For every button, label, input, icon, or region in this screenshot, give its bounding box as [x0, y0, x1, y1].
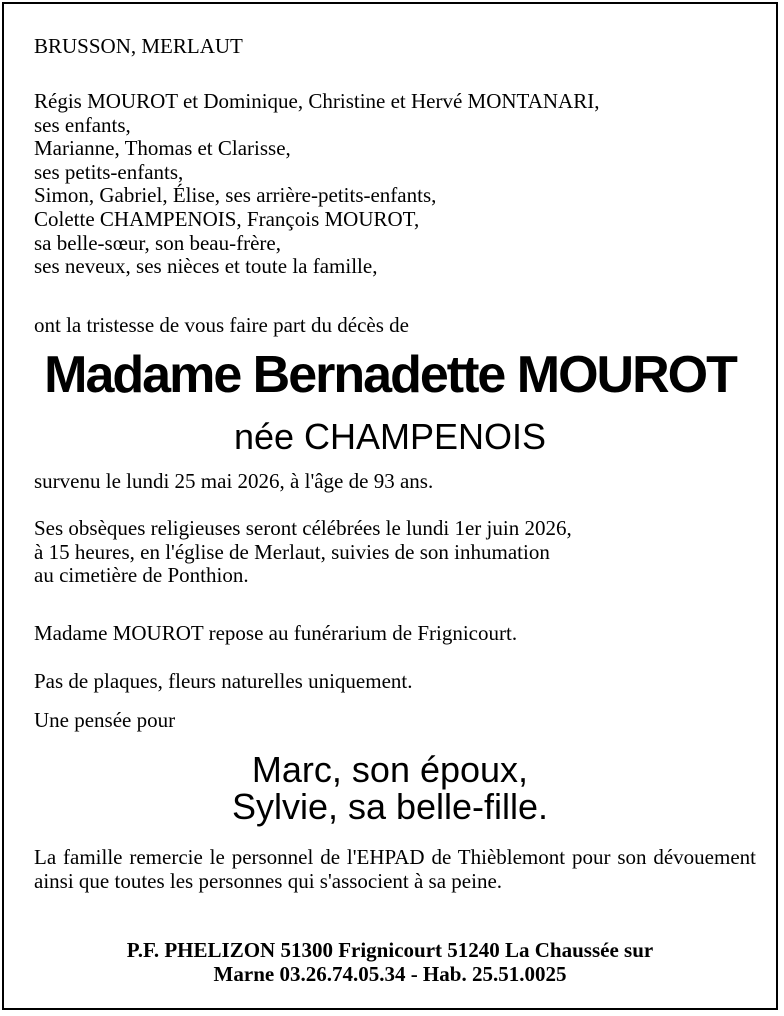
maiden-name: née CHAMPENOIS — [233, 416, 547, 457]
funeral-line: au cimetière de Ponthion. — [34, 563, 249, 588]
family-line: ses neveux, ses nièces et toute la famille, — [34, 254, 378, 279]
family-line: Régis MOUROT et Dominique, Christine et Hervé MONTANARI, — [34, 89, 600, 113]
death-info: survenu le lundi 25 mai 2026, à l'âge de 93 ans. — [34, 469, 434, 493]
flowers-note: Pas de plaques, fleurs naturelles uniquement. — [34, 669, 413, 693]
family-line: ses petits-enfants, — [34, 159, 184, 184]
family-line: Marianne, Thomas et Clarisse, — [34, 136, 291, 161]
family-list — [34, 90, 599, 279]
deceased-name: Madame Bernadette MOUROT — [44, 346, 736, 404]
family-line: Colette CHAMPENOIS, François MOUROT, — [34, 206, 420, 231]
funeral-home-line: Marne 03.26.74.05.34 - Hab. 25.51.0025 — [213, 962, 567, 986]
announcement: ont la tristesse de vous faire part du décès de — [34, 313, 409, 337]
funeral-line: Ses obsèques religieuses seront célébrées le lundi 1er juin 2026, — [34, 516, 572, 540]
memory-line: Sylvie, sa belle-fille. — [231, 786, 549, 827]
memory-intro: Une pensée pour — [34, 708, 176, 732]
obituary-notice — [2, 2, 778, 1010]
place-names: BRUSSON, MERLAUT — [34, 34, 243, 58]
funeral-home-line: P.F. PHELIZON 51300 Frignicourt 51240 La Chaussée sur — [126, 938, 654, 962]
thanks-paragraph: La famille remercie le personnel de l'EHPAD de Thièblemont pour son dévouement ainsi que toutes les personnes qui s'associent à sa peine. — [34, 845, 756, 893]
funeral-line: à 15 heures, en l'église de Merlaut, suivies de son inhumation — [34, 539, 550, 564]
memory-line: Marc, son époux, — [251, 749, 529, 790]
family-line: Simon, Gabriel, Élise, ses arrière-petits-enfants, — [34, 183, 437, 208]
family-line: ses enfants, — [34, 112, 131, 137]
rest-place: Madame MOUROT repose au funérarium de Frignicourt. — [34, 621, 518, 645]
family-line: sa belle-sœur, son beau-frère, — [34, 230, 281, 255]
funeral-details — [34, 517, 572, 588]
